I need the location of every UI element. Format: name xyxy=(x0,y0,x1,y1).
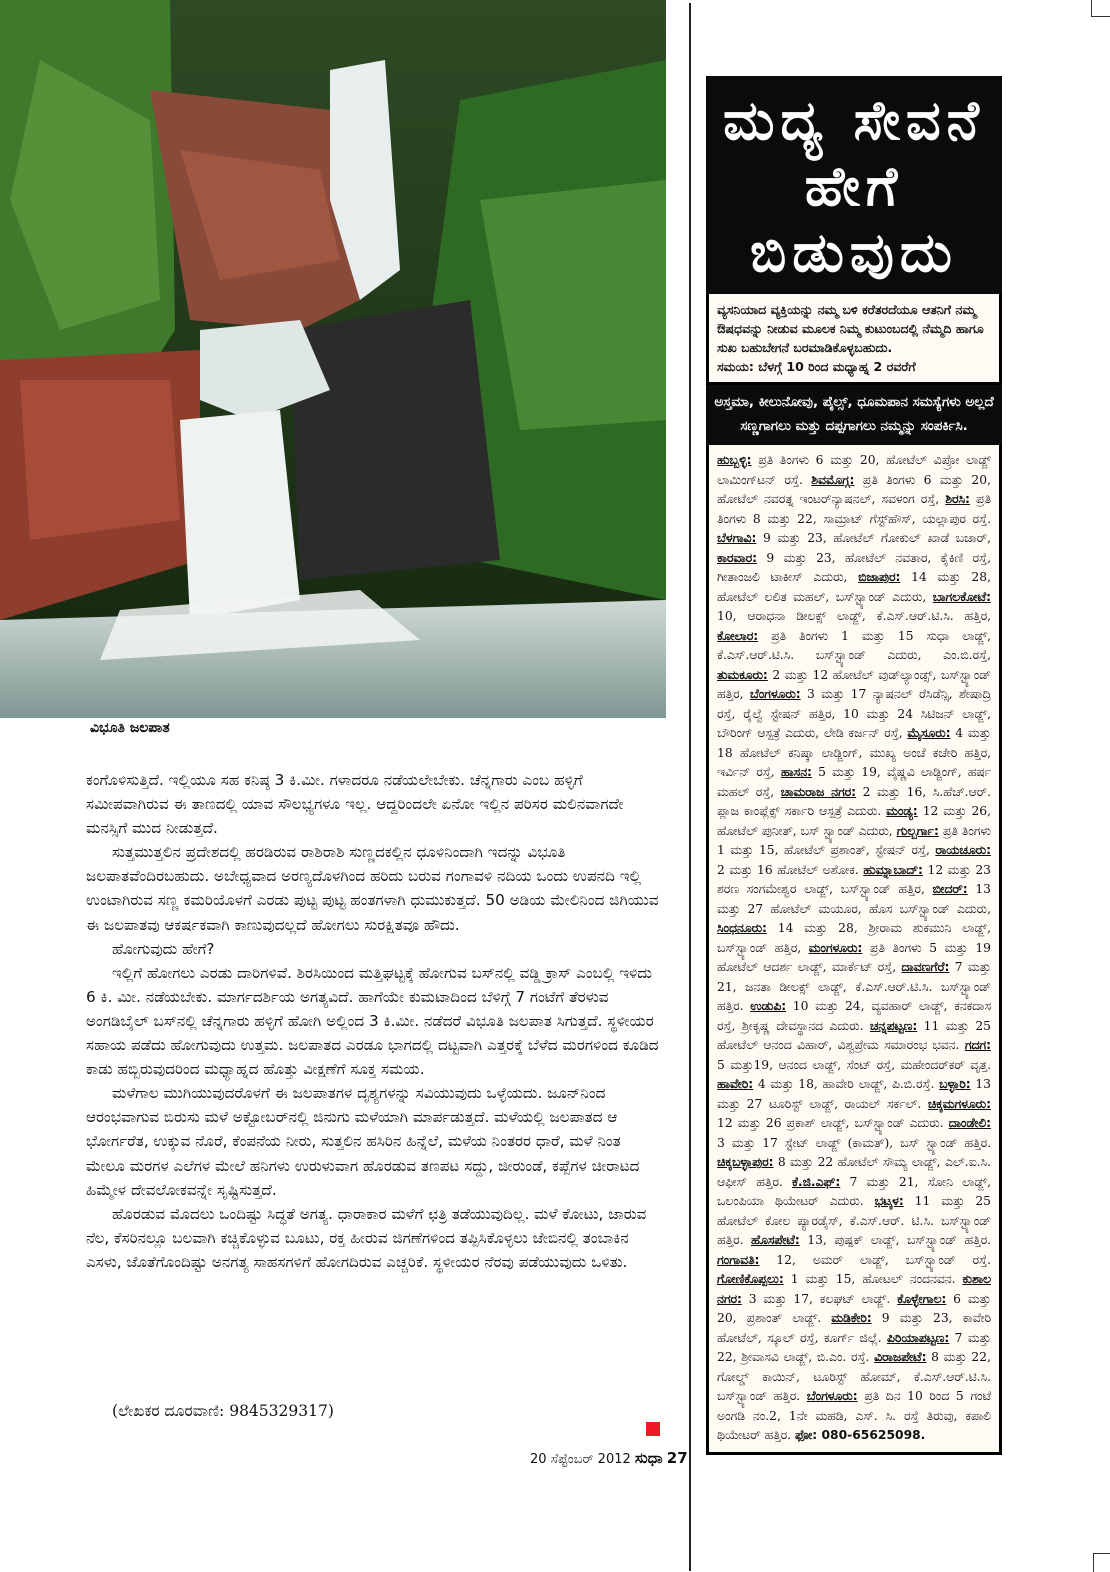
author-contact: (ಲೇಖಕರ ದೂರವಾಣಿ: 9845329317) xyxy=(112,1402,334,1420)
location-city: ಗದಗ: xyxy=(964,1038,991,1052)
location-details: 4 ಮತ್ತು 18, ಹಾವೇರಿ ಲಾಡ್ಜ್, ಪಿ.ಬಿ.ರಸ್ತೆ. xyxy=(753,1077,940,1091)
ad-intro xyxy=(706,294,1002,385)
location-details: ಪ್ರತಿ ತಿಂಗಳು 1 ಮತ್ತು 15, ಹೋಟೆಲ್ ಪ್ರಶಾಂತ್, ಸ್ಟೇಷನ್ ರಸ್ತೆ, xyxy=(717,823,991,857)
article-subheading: ಹೋಗುವುದು ಹೇಗೆ? xyxy=(112,939,215,958)
location-details: 10, ಆರಾಧನಾ ಡೀಲಕ್ಸ್ ಲಾಡ್ಜ್, ಕೆ.ಎಸ್.ಆರ್.ಟಿ.ಸಿ. ಹತ್ತಿರ, xyxy=(717,609,991,623)
location-details: 9 ಮತ್ತು 23, ಹೋಟೆಲ್ ನವತಾರ, ಕೈಕಿಣಿ ರಸ್ತೆ, ಗೀತಾಂಜಲಿ ಟಾಕೀಸ್ ಎದುರು, xyxy=(717,550,991,584)
location-city: ಬಾಗಲಕೋಟೆ: xyxy=(932,589,991,604)
location-details: 12 ಮತ್ತು 26, ಹೋಟೆಲ್ ಪುನೀತ್, ಬಸ್ ಸ್ಟ್ಯಾಂಡ್ ಎದುರು, xyxy=(717,804,991,838)
location-details: 11 ಮತ್ತು 25 ಹೋಟೆಲ್ ಆನಂದ ವಿಹಾರ್, ವಿಶ್ವಪ್ರೇಮ ಸಮಾರಂಭ ಭವನ. xyxy=(717,1018,991,1052)
location-city: ದಾಂಡೇಲಿ: xyxy=(948,1116,991,1130)
ad-timing: ಸಮಯ: ಬೆಳಗ್ಗೆ 10 ರಿಂದ ಮಧ್ಯಾಹ್ನ 2 ರವರೆಗೆ xyxy=(717,359,916,374)
column-divider xyxy=(689,3,691,1571)
location-city: ಚಾಮರಾಜ ನಗರ: xyxy=(780,784,857,799)
folio-magazine: ಸುಧಾ xyxy=(634,1449,663,1467)
location-city: ಬೆಂಗಳೂರು: xyxy=(806,1389,858,1403)
location-details: 2 ಮತ್ತು 12 ಹೋಟೆಲ್ ವುಡ್‌ಲ್ಯಾಂಡ್ಸ್, ಬಸ್‌ಸ್ಟ್ಯಾಂಡ್ ಹತ್ತಿರ, xyxy=(717,667,991,701)
location-city: ಹಾವೇರಿ: xyxy=(717,1077,754,1091)
location-city: ಬೆಳಗಾವಿ: xyxy=(717,531,757,545)
location-city: ಕೆ.ಜಿ.ಎಫ್: xyxy=(791,1174,841,1189)
location-city: ರಾಯಚೂರು: xyxy=(935,843,991,857)
photo-caption: ವಿಭೂತಿ ಜಲಪಾತ xyxy=(90,720,170,736)
folio-page-number: 27 xyxy=(666,1449,688,1467)
location-city: ಬೀದರ್: xyxy=(932,882,968,896)
location-details: 7 ಮತ್ತು 21, ಜನತಾ ಡೀಲಕ್ಸ್ ಲಾಡ್ಜ್, ಕೆ.ಎಸ್.ಆರ್.ಟಿ.ಸಿ. ಬಸ್‌ಸ್ಟ್ಯಾಂಡ್ ಹತ್ತಿರ. xyxy=(717,960,991,1013)
crop-mark-bottom xyxy=(1093,1553,1110,1572)
location-city: ಹುಮ್ನಾಬಾದ್: xyxy=(863,862,923,877)
location-city: ಗಂಗಾವತಿ: xyxy=(717,1252,760,1267)
location-details: 5 ಮತ್ತು 19, ವೈಷ್ಣವಿ ಲಾಡ್ಜಿಂಗ್, ಹರ್ಷ ಮಹಲ್ ರಸ್ತೆ, xyxy=(717,765,991,799)
location-city: ಬಿಜಾಪುರ: xyxy=(858,570,901,584)
ad-intro-text: ವ್ಯಸನಿಯಾದ ವ್ಯಕ್ತಿಯನ್ನು ನಮ್ಮ ಬಳಿ ಕರೆತರದೆಯೂ ಆತನಿಗೆ ನಮ್ಮ ಔಷಧವನ್ನು ನೀಡುವ ಮೂಲಕ ನಿಮ್ಮ ಕುಟುಂಬದಲ್ಲಿ ನೆಮ್ಮದಿ ಹಾಗೂ ಸುಖ ಬಹುಬೇಗನೆ ಬರಮಾಡಿಕೊಳ್ಳಬಹುದು. xyxy=(717,302,984,355)
waterfall-photo xyxy=(0,0,666,718)
article-paragraph: ಸುತ್ತಮುತ್ತಲಿನ ಪ್ರದೇಶದಲ್ಲಿ ಹರಡಿರುವ ರಾಶಿರಾಶಿ ಸುಣ್ಣದಕಲ್ಲಿನ ಧೂಳಿನಿಂದಾಗಿ ಇದನ್ನು ವಿಭೂತಿ ಜಲಪಾತವೆಂದಿರಬಹುದು. ಅಬೇಧ್ಯವಾದ ಅರಣ್ಯದೊಳಗಿಂದ ಹರಿದು ಬರುವ ಗಂಗಾವಳಿ ನದಿಯ ಒಂದು ಉಪನದಿ ಇಲ್ಲಿ ಉಂಟಾಗಿರುವ ಸಣ್ಣ ಕಮರಿಯೊಳಗೆ ಎರಡು ಪುಟ್ಟ ಪುಟ್ಟ ಹಂತಗಳಾಗಿ ಧುಮುಕುತ್ತದೆ. 50 ಅಡಿಯ ಮೇಲಿನಿಂದ ಜಿಗಿಯುವ ಈ ಜಲಪಾತವು ಆಕರ್ಷಕವಾಗಿ ಕಾಣುವುದಲ್ಲದೆ ಹೋಗಲು ಸುರಕ್ಷಿತವೂ ಹೌದು. xyxy=(86,843,659,934)
location-city: ಚಿಕ್ಕಮಗಳೂರು: xyxy=(927,1096,991,1111)
location-details: 13, ಪುಷ್ಪಕ್ ಲಾಡ್ಜ್, ಬಸ್‌ಸ್ಟ್ಯಾಂಡ್ ಹತ್ತಿರ. xyxy=(799,1233,991,1247)
ad-conditions-band: ಅಸ್ತಮಾ, ಕೀಲುನೋವು, ಪೈಲ್ಸ್, ಧೂಮಪಾನ ಸಮಸ್ಯೆಗಳು ಅಲ್ಲದೆ ಸಣ್ಣಗಾಗಲು ಮತ್ತು ದಪ್ಪಗಾಗಲು ನಮ್ಮನ್ನು ಸಂಪರ್ಕಿಸಿ. xyxy=(706,385,1002,445)
location-details: 6 ಮತ್ತು 20, ಪ್ರಶಾಂತ್ ಲಾಡ್ಜ್. xyxy=(717,1291,991,1325)
location-details: ಪ್ರತಿ ತಿಂಗಳು 8 ಮತ್ತು 22, ಸಾಮ್ರಾಟ್ ಗೆಸ್ಟ್‌ಹೌಸ್, ಯಲ್ಲಾಪುರ ರಸ್ತೆ. xyxy=(717,492,992,526)
location-details: 8 ಮತ್ತು 22, ಗೋಲ್ಡ್ ಕಾಯಿನ್, ಟೂರಿಸ್ಟ್ ಹೋಮ್, ಕೆ.ಎಸ್.ಆರ್.ಟಿ.ಸಿ. ಬಸ್‌ಸ್ಟ್ಯಾಂಡ್ ಹತ್ತಿರ. xyxy=(717,1350,991,1403)
location-details: 2 ಮತ್ತು 16 ಹೋಟೆಲ್ ಅಶೋಕ. xyxy=(717,862,864,877)
location-details: 13 ಮತ್ತು 27 ಹೋಟೆಲ್ ಮಯೂರ, ಹೊಸ ಬಸ್‌ಸ್ಟ್ಯಾಂಡ್ ಎದುರು, xyxy=(717,882,992,916)
location-details: 4 ಮತ್ತು 18 ಹೋಟೆಲ್ ಕನಿಷ್ಕಾ ಲಾಡ್ಜಿಂಗ್, ಮುಖ್ಯ ಅಂಚೆ ಕಚೇರಿ ಹತ್ತಿರ, ಇರ್ವಿನ್ ರಸ್ತೆ, xyxy=(717,726,992,779)
location-details: 2 ಮತ್ತು 16, ಸಿ.ಹೆಚ್.ಆರ್. ಪ್ಲಾಜ ಕಾಂಪ್ಲೆಕ್ಸ್ ಸರ್ಕಾರಿ ಆಸ್ಪತ್ರೆ ಎದುರು. xyxy=(717,784,991,818)
location-city: ಮಡಿಕೇರಿ: xyxy=(831,1311,872,1325)
location-details: ಪ್ರತಿ ತಿಂಗಳು 6 ಮತ್ತು 20, ಹೋಟೆಲ್ ವಿಪ್ರೋ ಲಾಡ್ಜ್ ಲಾಮಿಂಗ್‌ಟನ್ ರಸ್ತೆ. xyxy=(717,453,991,487)
location-details: 12, ಅಮರ್ ಲಾಡ್ಜ್, ಬಸ್‌ಸ್ಟ್ಯಾಂಡ್ ರಸ್ತೆ. xyxy=(759,1252,991,1267)
ad-headline xyxy=(706,76,1002,294)
location-details: 9 ಮತ್ತು 23, ಹೋಟೆಲ್ ಗೋಕುಲ್ ಖಾಡೆ ಬಜಾರ್, xyxy=(756,531,991,545)
page-folio xyxy=(530,1449,688,1467)
ad-headline-line: ಮದ್ಯ ಸೇವನೆ xyxy=(723,89,985,152)
article-paragraph: ಇಲ್ಲಿಗೆ ಹೋಗಲು ಎರಡು ದಾರಿಗಳಿವೆ. ಶಿರಸಿಯಿಂದ ಮತ್ತಿಘಟ್ಟಕ್ಕೆ ಹೋಗುವ ಬಸ್‌ನಲ್ಲಿ ವಡ್ಡಿ ಕ್ರಾಸ್ ಎಂಬಲ್ಲಿ ಇಳಿದು 6 ಕಿ. ಮೀ. ನಡೆಯಬೇಕು. ಮಾರ್ಗದರ್ಶಿಯ ಅಗತ್ಯವಿದೆ. ಹಾಗೆಯೇ ಕುಮಟಾದಿಂದ ಬೆಳಿಗ್ಗೆ 7 ಗಂಟೆಗೆ ತೆರಳುವ ಅಂಗಡಿಬೈಲ್ ಬಸ್‌ನಲ್ಲಿ ಚೆನ್ನಗಾರು ಹಳ್ಳಿಗೆ ಹೋಗಿ ಅಲ್ಲಿಂದ 3 ಕಿ.ಮೀ. ನಡೆದರೆ ವಿಭೂತಿ ಜಲಪಾತ ಸಿಗುತ್ತದೆ. ಸ್ಥಳೀಯರ ಸಹಾಯ ಪಡೆದು ಹೋಗುವುದು ಉತ್ತಮ. ಜಲಪಾತದ ಎರಡೂ ಭಾಗದಲ್ಲಿ ದಟ್ಟವಾಗಿ ಎತ್ತರಕ್ಕೆ ಬೆಳೆದ ಮರಗಳಿಂದ ಕೂಡಿದ ಕಾಡು ಹಬ್ಬಿರುವುದರಿಂದ ಮಧ್ಯಾಹ್ನದ ಹೊತ್ತು ವೀಕ್ಷಣೆಗೆ ಸೂಕ್ತ ಸಮಯ. xyxy=(86,963,659,1079)
ad-locations xyxy=(706,445,1002,1455)
crop-mark-top xyxy=(1091,0,1110,17)
location-city: ಮಂಗಳೂರು: xyxy=(808,940,863,955)
location-city: ಕಾರವಾರ: xyxy=(717,550,758,565)
waterfall-image xyxy=(0,0,666,718)
location-details: 5 ಮತ್ತು19, ಆನಂದ ಲಾಡ್ಜ್, ಸೆಂಟ್ ರಸ್ತೆ, ಮಹೇಂದರ್‌ಕರ್ ವೃತ್ತ. xyxy=(717,1057,991,1072)
location-details: ಪ್ರತಿ ತಿಂಗಳು 5 ಮತ್ತು 19 ಹೋಟೆಲ್ ಆದರ್ಶ ಲಾಡ್ಜ್, ಮಾರ್ಕೆಟ್ ರಸ್ತೆ, xyxy=(717,940,991,974)
location-details: 3 ಮತ್ತು 17, ಕಲಘಟ್ ಲಾಡ್ಜ್. xyxy=(741,1291,898,1306)
location-city: ಗೋಣಿಕೊಪ್ಪಲು: xyxy=(717,1272,784,1286)
location-city: ತುಮಕೂರು: xyxy=(717,667,768,682)
location-city: ಹೊಸಪೇಟೆ: xyxy=(750,1233,800,1247)
location-city: ಚಿಕ್ಕಬಳ್ಳಾಪುರ: xyxy=(717,1155,774,1169)
location-details: ಪ್ರತಿ ತಿಂಗಳು 6 ಮತ್ತು 20, ಹೋಟೆಲ್ ನವರತ್ನ ಇಂಟರ್‌ನ್ಯಾಷನಲ್, ಸವಳಂಗ ರಸ್ತೆ, xyxy=(717,472,991,506)
location-details: 9 ಮತ್ತು 23, ಕಾವೇರಿ ಹೋಟೆಲ್, ಸ್ಕೂಲ್ ರಸ್ತೆ, ಕೂರ್ಗ್ ಜಿಲ್ಲೆ. xyxy=(717,1311,991,1345)
location-city: ಸಿಂಧನೂರು: xyxy=(717,921,767,935)
location-details: 7 ಮತ್ತು 21, ಸೋನಿ ಲಾಡ್ಜ್, ಒಲಂಪಿಯಾ ಥಿಯೇಟರ್ ಎದುರು. xyxy=(717,1174,991,1208)
ad-headline-line: ಹೇಗೆ ಬಿಡುವುದು xyxy=(750,155,958,284)
location-city: ಚನ್ನಪಟ್ಟಣ: xyxy=(869,1018,918,1033)
advertisement xyxy=(706,76,1002,1455)
location-city: ದಾವಣಗೆರೆ: xyxy=(901,960,950,974)
location-details: 13 ಮತ್ತು 27 ಟೂರಿಸ್ಟ್ ಲಾಡ್ಜ್, ರಾಯಲ್ ಸರ್ಕಲ್. xyxy=(717,1077,992,1111)
location-details: 12 ಮತ್ತು 23 ಶರಣ ಸಂಗಮೇಶ್ವರ ಲಾಡ್ಜ್, ಬಸ್‌ಸ್ಟ್ಯಾಂಡ್ ಹತ್ತಿರ, xyxy=(717,862,991,896)
location-city: ಮೈಸೂರು: xyxy=(907,726,951,740)
location-details: 14 ಮತ್ತು 28, ಹೋಟೆಲ್ ಲಲಿತ ಮಹಲ್, ಬಸ್‌ಸ್ಟ್ಯಾಂಡ್ ಎದುರು, xyxy=(717,570,991,604)
article-paragraph: ಕಂಗೊಳಿಸುತ್ತಿದೆ. ಇಲ್ಲಿಯೂ ಸಹ ಕನಿಷ್ಠ 3 ಕಿ.ಮೀ. ಗಳಾದರೂ ನಡೆಯಲೇಬೇಕು. ಚೆನ್ನಗಾರು ಎಂಬ ಹಳ್ಳಿಗೆ ಸಮೀಪವಾಗಿರುವ ಈ ತಾಣದಲ್ಲಿ ಯಾವ ಸೌಲಭ್ಯಗಳೂ ಇಲ್ಲ. ಆದ್ದರಿಂದಲೇ ಏನೋ ಇಲ್ಲಿನ ಪರಿಸರ ಮಲಿನವಾಗದೇ ಮನಸ್ಸಿಗೆ ಮುದ ನೀಡುತ್ತದೆ. xyxy=(86,771,624,838)
location-city: ಹಾಸನ: xyxy=(780,765,812,779)
location-city: ಕೋಲಾರ: xyxy=(717,628,759,643)
location-city: ಗುಲ್ಬರ್ಗಾ: xyxy=(896,823,939,838)
location-details: 12 ಮತ್ತು 26 ಪ್ರಕಾಶ್ ಲಾಡ್ಜ್, ಬಸ್‌ಸ್ಟ್ಯಾಂಡ್ ಎದುರು. xyxy=(717,1116,949,1130)
article-body xyxy=(86,768,664,1274)
location-details: 10 ಮತ್ತು 24, ವ್ಯವಹಾರ್ ಲಾಡ್ಜ್, ಕನಕದಾಸ ರಸ್ತೆ, ಶ್ರೀಕೃಷ್ಣ ದೇವಸ್ಥಾನದ ಎದುರು. xyxy=(717,999,991,1033)
location-details: ಪ್ರತಿ ದಿನ 10 ರಿಂದ 5 ಗಂಟೆ ಅಂಗಡಿ ನಂ.2, 1ನೇ ಮಹಡಿ, ಎಸ್. ಸಿ. ರಸ್ತೆ ತಿರುವು, ಕಪಾಲಿ ಥಿಯೇಟರ್ ಹತ್ತಿರ. xyxy=(717,1389,991,1442)
location-city: ಕೊಳ್ಳೇಗಾಲ: xyxy=(897,1291,947,1306)
article-paragraph: ಮಳೆಗಾಲ ಮುಗಿಯುವುದರೊಳಗೆ ಈ ಜಲಪಾತಗಳ ದೃಶ್ಯಗಳನ್ನು ಸವಿಯುವುದು ಒಳ್ಳೆಯದು. ಜೂನ್‌ನಿಂದ ಆರಂಭವಾಗುವ ಬಿರುಸು ಮಳೆ ಅಕ್ಟೋಬರ್‌ನಲ್ಲಿ ಜಿನುಗು ಮಳೆಯಾಗಿ ಮಾರ್ಪಡುತ್ತದೆ. ಮಳೆಯಲ್ಲಿ ಜಲಪಾತದ ಆ ಭೋರ್ಗರೆತ, ಉಕ್ಕುವ ನೊರೆ, ಕೆಂಪನೆಯ ನೀರು, ಸುತ್ತಲಿನ ಹಸಿರಿನ ಹಿನ್ನೆಲೆ, ಮಳೆಯ ನಿಂತರರ ಧಾರೆ, ಮಳೆ ನಿಂತ ಮೇಲೂ ಮರಗಳ ಎಲೆಗಳ ಮೇಲೆ ಹನಿಗಳು ಉರುಳುವಾಗ ಹೊರಡುವ ತಣಪಟ ಸದ್ದು, ಜೀರುಂಡೆ, ಕಪ್ಪೆಗಳ ಚೀರಾಟದ ಹಿಮ್ಮೇಳ ದೇವಲೋಕವನ್ನೇ ಸೃಷ್ಟಿಸುತ್ತದೆ. xyxy=(86,1084,640,1199)
location-city: ಭಟ್ಕಳ: xyxy=(874,1194,904,1208)
location-details: 8 ಮತ್ತು 22 ಹೋಟೆಲ್ ಸೌಮ್ಯ ಲಾಡ್ಜ್, ಎಲ್.ಐ.ಸಿ. ಆಫೀಸ್ ಹತ್ತಿರ. xyxy=(717,1155,991,1189)
location-details: 7 ಮತ್ತು 22, ಶ್ರೀವಾಸವಿ ಲಾಡ್ಜ್, ಬಿ.ಎಂ. ರಸ್ತೆ. xyxy=(717,1330,992,1364)
location-city: ಉಡುಪಿ: xyxy=(750,999,787,1013)
location-city: ಬಳ್ಳಾರಿ: xyxy=(939,1077,971,1091)
location-details: 1 ಮತ್ತು 15, ಹೋಟಲ್ ನಂದನವನ. xyxy=(783,1272,963,1286)
location-city: ಕುಶಾಲ ನಗರ: xyxy=(717,1272,991,1306)
end-mark xyxy=(646,1422,660,1436)
location-city: ಬೆಂಗಳೂರು: xyxy=(749,687,801,701)
article-paragraph: ಹೊರಡುವ ಮೊದಲು ಒಂದಿಷ್ಟು ಸಿದ್ಧತೆ ಅಗತ್ಯ. ಧಾರಾಕಾರ ಮಳೆಗೆ ಛತ್ರಿ ತಡೆಯುವುದಿಲ್ಲ. ಮಳೆ ಕೋಟು, ಜಾರುವ ನೆಲ, ಕೆಸರಿನಲ್ಲೂ ಬಲವಾಗಿ ಕಚ್ಚಿಕೊಳ್ಳುವ ಬೂಟು, ರಕ್ತ ಹೀರುವ ಜಿಗಣೆಗಳಿಂದ ತಪ್ಪಿಸಿಕೊಳ್ಳಲು ಜೇಬಿನಲ್ಲಿ ತಂಬಾಕಿನ ಎಸಳು, ಜೊತೆಗೊಂದಿಷ್ಟು ಅನಗತ್ಯ ಸಾಹಸಗಳಿಗೆ ಹೋಗದಿರುವ ಎಚ್ಚರಿಕೆ. ಸ್ಥಳೀಯರ ನೆರವು ಪಡೆಯುವುದು ಒಳಿತು. xyxy=(86,1204,647,1271)
location-city: ಶಿವಮೊಗ್ಗ: xyxy=(811,472,855,487)
location-city: ಶಿರಸಿ: xyxy=(945,492,970,506)
location-details: ಪ್ರತಿ ತಿಂಗಳು 1 ಮತ್ತು 15 ಸುಧಾ ಲಾಡ್ಜ್, ಕೆ.ಎಸ್.ಆರ್.ಟಿ.ಸಿ. ಬಸ್‌ಸ್ಟ್ಯಾಂಡ್ ಎದುರು, ಎಂ.ಬಿ.ರಸ್ತೆ, xyxy=(717,628,991,662)
location-details: 11 ಮತ್ತು 25 ಹೋಟೆಲ್ ಕೋಲ ಪ್ಯಾರಡೈಸ್, ಕೆ.ಎಸ್.ಆರ್. ಟಿ.ಸಿ. ಬಸ್‌ಸ್ಟ್ಯಾಂಡ್ ಹತ್ತಿರ. xyxy=(717,1194,991,1247)
location-city: ಪಿರಿಯಾಪಟ್ಟಣ: xyxy=(887,1330,950,1345)
location-details: 3 ಮತ್ತು 17 ನ್ಯಾಷನಲ್ ರೆಸಿಡೆನ್ಸಿ, ಶೇಷಾದ್ರಿ ರಸ್ತೆ, ರೈಲ್ವೆ ಸ್ಟೇಷನ್ ಹತ್ತಿರ, 10 ಮತ್ತು 24 ಸಿಟಿಜನ್ ಲಾಡ್ಜ್, ಬೌರಿಂಗ್ ಆಸ್ಪತ್ರೆ ಎದುರು, ಲೇಡಿ ಕರ್ಜನ್ ರಸ್ತೆ, xyxy=(717,687,991,740)
location-city: ಹುಬ್ಬಳ್ಳಿ: xyxy=(717,453,752,467)
location-details: 14 ಮತ್ತು 28, ಶ್ರೀರಾಮ ಶುಕಮುನಿ ಲಾಡ್ಜ್, ಬಸ್‌ಸ್ಟ್ಯಾಂಡ್ ಹತ್ತಿರ, xyxy=(717,921,991,955)
ad-phone: ಫೋ: 080-65625098. xyxy=(794,1428,926,1442)
location-city: ವಿರಾಜಪೇಟೆ: xyxy=(874,1350,927,1364)
folio-date: 20 ಸೆಪ್ಟೆಂಬರ್ 2012 xyxy=(530,1452,631,1467)
location-details: 3 ಮತ್ತು 17 ಸ್ಟೇಟ್ ಲಾಡ್ಜ್ (ಕಾಮತ್), ಬಸ್ ಸ್ಟ್ಯಾಂಡ್ ಹತ್ತಿರ. xyxy=(717,1135,991,1150)
location-city: ಮಂಡ್ಯ: xyxy=(886,804,918,818)
